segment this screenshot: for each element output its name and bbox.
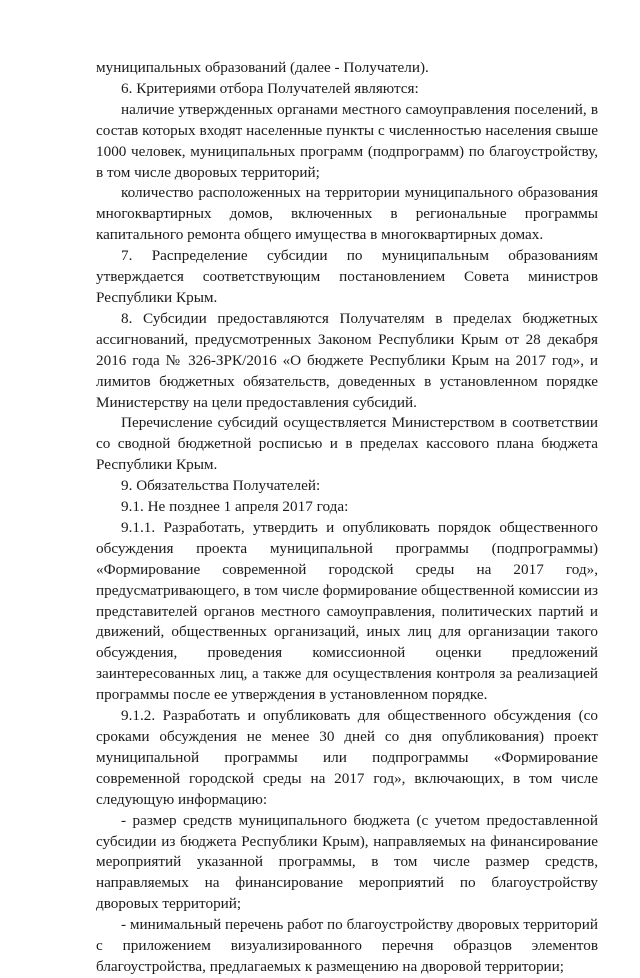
paragraph-continuation: муниципальных образований (далее - Получатели). xyxy=(96,59,429,76)
paragraph-item-8: 8. Субсидии предоставляются Получателям в пределах бюджетных ассигнований, предусмотренных Законом Республики Крым от 28 декабря 2016 года № 326-ЗРК/2016 «О бюджете Республики Крым на 2017 год», и лимитов бюджетных обязательств, доведенных в установленном порядке Министерству на цели предоставления субсидий. xyxy=(96,309,598,411)
paragraph-list-item-budget: - размер средств муниципального бюджета (с учетом предоставленной субсидии из бюджета Республики Крым), направляемых на финансирование мероприятий указанной программы, в том числе размер средств, направляемых на финансирование мероприятий по благоустройству дворовых территорий; xyxy=(96,811,598,913)
paragraph-item-9-1-1: 9.1.1. Разработать, утвердить и опубликовать порядок общественного обсуждения проекта муниципальной программы (подпрограммы) «Формирование современной городской среды на 2017 год», предусматривающего, в том числе формирование общественной комиссии из представителей органов местного самоуправления, политических партий и движений, общественных организаций, иных лиц для организации такого обсуждения, проведения комиссионной оценки предложений заинтересованных лиц, а также для осуществления контроля за реализацией программы после ее утверждения в установленном порядке. xyxy=(96,518,598,704)
paragraph-criterion-1: наличие утвержденных органами местного самоуправления поселений, в состав которых входят населенные пункты с численностью населения свыше 1000 человек, муниципальных программ (подпрограмм) по благоустройству, в том числе дворовых территорий; xyxy=(96,100,598,181)
paragraph-item-9: 9. Обязательства Получателей: xyxy=(121,477,321,495)
paragraph-item-7: 7. Распределение субсидии по муниципальным образованиям утверждается соответствующим постановлением Совета министров Республики Крым. xyxy=(96,247,598,306)
paragraph-item-9-1-2: 9.1.2. Разработать и опубликовать для общественного обсуждения (со сроками обсуждения не менее 30 дней со дня опубликования) проект муниципальной программы или подпрограммы «Формирование современной городской среды на 2017 год», включающих, в том числе следующую информацию: xyxy=(96,707,598,808)
paragraph-criterion-2: количество расположенных на территории муниципального образования многоквартирных домов, включенных в региональные программы капитального ремонта общего имущества в многоквартирных домах. xyxy=(96,184,598,244)
paragraph-item-6: 6. Критериями отбора Получателей являются: xyxy=(121,79,419,97)
paragraph-item-9-1: 9.1. Не позднее 1 апреля 2017 года: xyxy=(121,498,349,516)
paragraph-list-item-works: - минимальный перечень работ по благоустройству дворовых территорий с приложением визуализированного перечня образцов элементов благоустройства, предлагаемых к размещению на дворовой территории; xyxy=(96,916,598,975)
paragraph-transfer: Перечисление субсидий осуществляется Министерством в соответствии со сводной бюджетной росписью и в пределах кассового плана бюджета Республики Крым. xyxy=(96,414,598,474)
document-page xyxy=(96,58,598,978)
